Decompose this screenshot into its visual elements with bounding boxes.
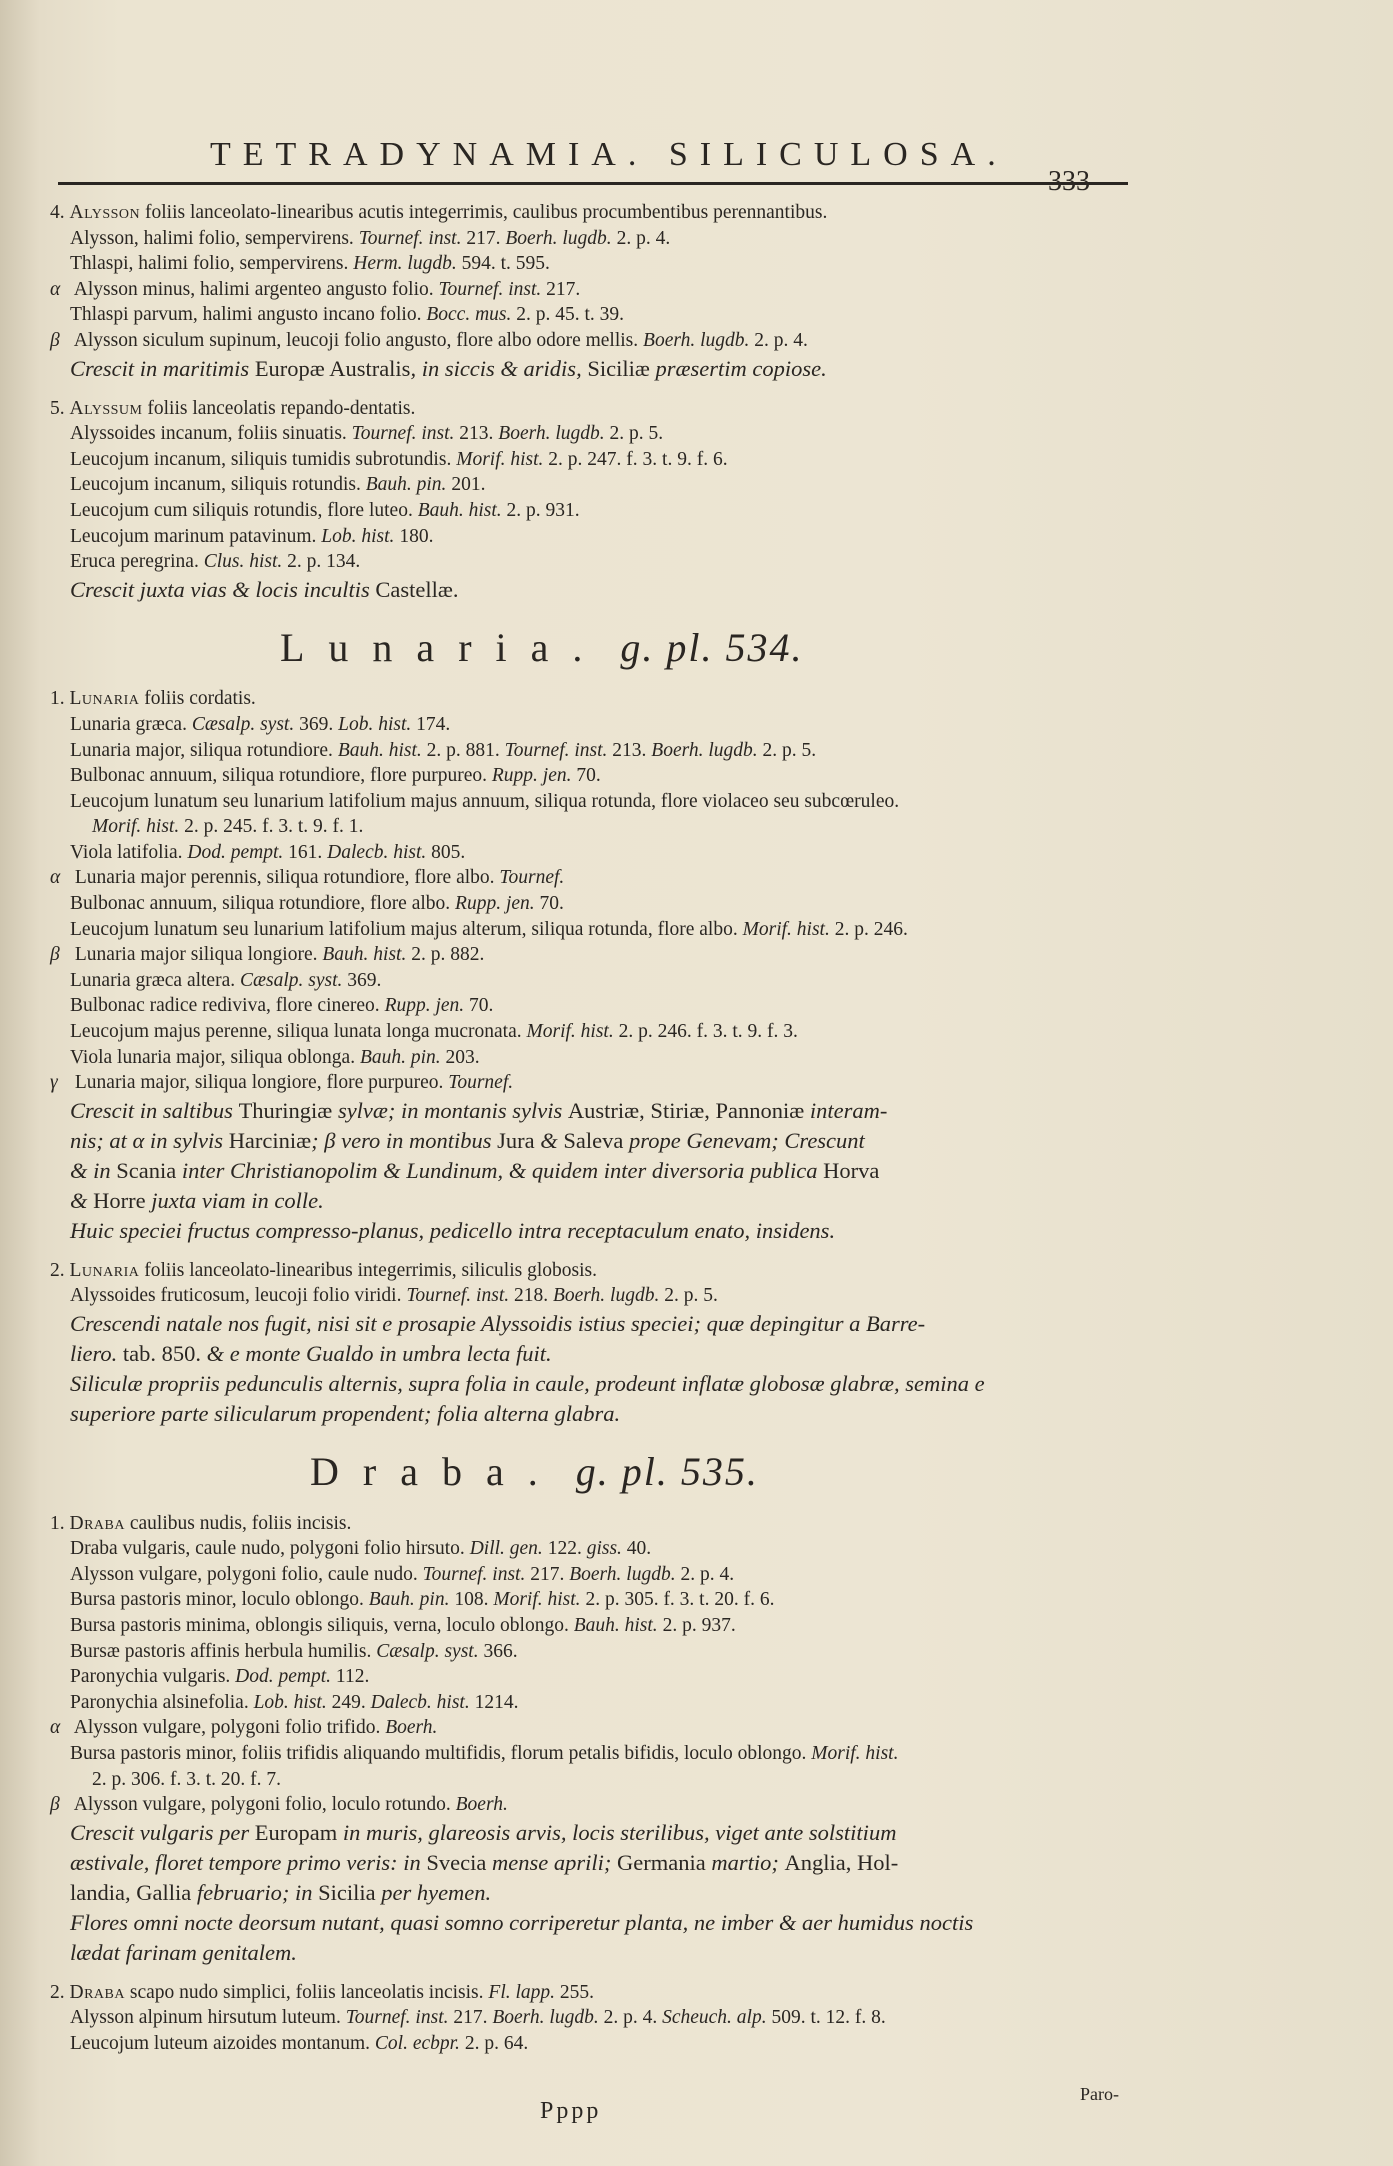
species-diagnosis: 2. Lunaria foliis lanceolato-linearibus integerrimis, siliculis globosis. [50,1259,597,1281]
species-diagnosis: 5. Alyssum foliis lanceolatis repando-dentatis. [50,397,416,419]
synonym: Alysson alpinum hirsutum luteum. Tournef. inst. 217. Boerh. lugdb. 2. p. 4. Scheuch. alp. 509. t. 12. f. 8. [70,2007,886,2029]
synonym: Lunaria major, siliqua rotundiore. Bauh. hist. 2. p. 881. Tournef. inst. 213. Boerh. lugdb. 2. p. 5. [70,739,817,761]
description-note: Siliculæ propriis pedunculis alternis, supra folia in caule, prodeunt inflatæ globosæ glabræ, semina e [70,1371,985,1396]
synonym: Bulbonac annuum, siliqua rotundiore, flore purpureo. Rupp. jen. 70. [70,765,601,787]
genus-heading-lunaria: Lunaria. g. pl. 534. [280,624,804,670]
description-note: superiore parte silicularum propendent; folia alterna glabra. [70,1401,621,1426]
synonym: Paronychia alsinefolia. Lob. hist. 249. Dalecb. hist. 1214. [70,1691,519,1713]
page-content [50,200,1140,2069]
genus-heading-draba: Draba. g. pl. 535. [310,1449,759,1494]
variety: α Alysson minus, halimi argenteo angusto folio. Tournef. inst. 217. [50,278,581,300]
synonym: Thlaspi, halimi folio, sempervirens. Herm. lugdb. 594. t. 595. [70,253,550,275]
habitat-note: & Horre juxta viam in colle. [70,1187,324,1213]
synonym: Bursa pastoris minima, oblongis siliquis, verna, loculo oblongo. Bauh. hist. 2. p. 937. [70,1614,736,1636]
synonym-continuation: Morif. hist. 2. p. 245. f. 3. t. 9. f. 1. [92,816,364,838]
species-entry-draba-2 [50,1980,1140,2057]
synonym: Lunaria græca. Cæsalp. syst. 369. Lob. hist. 174. [70,713,451,735]
species-entry-draba-1 [50,1511,1140,1968]
synonym: Leucojum incanum, siliquis tumidis subrotundis. Morif. hist. 2. p. 247. f. 3. t. 9. f. 6. [70,448,728,470]
synonym: Bursa pastoris minor, loculo oblongo. Bauh. pin. 108. Morif. hist. 2. p. 305. f. 3. t. 20. f. 6. [70,1589,775,1611]
synonym: Alyssoides incanum, foliis sinuatis. Tournef. inst. 213. Boerh. lugdb. 2. p. 5. [70,423,664,445]
description-note: lædat farinam genitalem. [70,1939,297,1965]
species-entry-alyssum-4 [50,200,1140,384]
species-entry-lunaria-2 [50,1258,1140,1429]
synonym: Thlaspi parvum, halimi angusto incano folio. Bocc. mus. 2. p. 45. t. 39. [70,304,625,326]
printer-signature: Pppp [540,2098,602,2124]
variety: α Lunaria major perennis, siliqua rotundiore, flore albo. Tournef. [50,867,565,889]
habitat-note: landia, Gallia februario; in Sicilia per hyemen. [70,1879,492,1905]
variety: γ Lunaria major, siliqua longiore, flore purpureo. Tournef. [50,1072,514,1094]
variety: β Alysson vulgare, polygoni folio, loculo rotundo. Boerh. [50,1794,508,1816]
habitat-note: Crescit juxta vias & locis incultis Castellæ. [70,576,459,602]
habitat-note: & in Scania inter Christianopolim & Lundinum, & quidem inter diversoria publica Horva [70,1157,880,1183]
synonym: Viola latifolia. Dod. pempt. 161. Dalecb. hist. 805. [70,841,466,863]
synonym: Leucojum incanum, siliquis rotundis. Bauh. pin. 201. [70,474,486,496]
description-note: Flores omni nocte deorsum nutant, quasi somno corriperetur planta, ne imber & aer humidus noctis [70,1909,974,1935]
running-title: TETRADYNAMIA. SILICULOSA. [210,136,1008,173]
synonym: Eruca peregrina. Clus. hist. 2. p. 134. [70,551,361,573]
variety: α Alysson vulgare, polygoni folio trifido. Boerh. [50,1717,438,1739]
habitat-note: æstivale, floret tempore primo veris: in Svecia mense aprili; Germania martio; Anglia, Hol- [70,1849,899,1875]
synonym-continuation: 2. p. 306. f. 3. t. 20. f. 7. [92,1768,282,1790]
page-number: 333 [1048,166,1090,197]
habitat-note: Crescit in maritimis Europæ Australis, in siccis & aridis, Siciliæ præsertim copiose. [70,355,827,381]
synonym: Draba vulgaris, caule nudo, polygoni folio hirsuto. Dill. gen. 122. giss. 40. [70,1538,652,1560]
synonym: Alysson, halimi folio, sempervirens. Tournef. inst. 217. Boerh. lugdb. 2. p. 4. [70,227,671,249]
synonym: Lunaria græca altera. Cæsalp. syst. 369. [70,969,382,991]
synonym: Bulbonac radice rediviva, flore cinereo. Rupp. jen. 70. [70,995,494,1017]
species-entry-alyssum-5 [50,396,1140,605]
habitat-note: Crescendi natale nos fugit, nisi sit e prosapie Alyssoidis istius speciei; quæ depingitur a Barre- [70,1311,926,1336]
habitat-note: liero. tab. 850. & e monte Gualdo in umbra lecta fuit. [70,1341,552,1366]
species-diagnosis: 1. Lunaria foliis cordatis. [50,688,256,710]
catchword: Paro- [1080,2084,1119,2104]
variety: β Lunaria major siliqua longiore. Bauh. hist. 2. p. 882. [50,944,485,966]
synonym: Bursæ pastoris affinis herbula humilis. Cæsalp. syst. 366. [70,1640,518,1662]
synonym: Leucojum lunatum seu lunarium latifolium majus alterum, siliqua rotunda, flore albo. Morif. hist. 2. p. 246. [70,918,908,940]
synonym: Bulbonac annuum, siliqua rotundiore, flore albo. Rupp. jen. 70. [70,893,564,915]
habitat-note: nis; at α in sylvis Harciniæ; β vero in montibus Jura & Saleva prope Genevam; Crescunt [70,1127,865,1153]
synonym: Alysson vulgare, polygoni folio, caule nudo. Tournef. inst. 217. Boerh. lugdb. 2. p. 4. [70,1563,735,1585]
synonym: Leucojum majus perenne, siliqua lunata longa mucronata. Morif. hist. 2. p. 246. f. 3. t. 9. f. 3. [70,1021,798,1043]
synonym: Leucojum marinum patavinum. Lob. hist. 180. [70,525,434,547]
variety: β Alysson siculum supinum, leucoji folio angusto, flore albo odore mellis. Boerh. lugdb. 2. p. 4. [50,329,808,351]
synonym: Leucojum lunatum seu lunarium latifolium majus annuum, siliqua rotunda, flore violaceo seu subcœruleo. [70,790,900,812]
synonym: Viola lunaria major, siliqua oblonga. Bauh. pin. 203. [70,1046,480,1068]
habitat-note: Crescit vulgaris per Europam in muris, glareosis arvis, locis sterilibus, viget ante solstitium [70,1819,897,1845]
synonym: Leucojum cum siliquis rotundis, flore luteo. Bauh. hist. 2. p. 931. [70,499,580,521]
species-diagnosis: 4. Alysson foliis lanceolato-linearibus acutis integerrimis, caulibus procumbentibus perennantibus. [50,202,828,223]
synonym: Bursa pastoris minor, foliis trifidis aliquando multifidis, florum petalis bifidis, loculo oblongo. Morif. hist. [70,1742,899,1764]
species-diagnosis: 2. Draba scapo nudo simplici, foliis lanceolatis incisis. Fl. lapp. 255. [50,1981,595,2003]
description-note: Huic speciei fructus compresso-planus, pedicello intra receptaculum enato, insidens. [70,1217,836,1243]
synonym: Leucojum luteum aizoides montanum. Col. ecbpr. 2. p. 64. [70,2032,529,2054]
species-diagnosis: 1. Draba caulibus nudis, foliis incisis. [50,1512,352,1534]
species-entry-lunaria-1 [50,686,1140,1246]
synonym: Alyssoides fruticosum, leucoji folio viridi. Tournef. inst. 218. Boerh. lugdb. 2. p. 5. [70,1285,718,1307]
synonym: Paronychia vulgaris. Dod. pempt. 112. [70,1666,370,1688]
habitat-note: Crescit in saltibus Thuringiæ sylvæ; in montanis sylvis Austriæ, Stiriæ, Pannoniæ interam- [70,1097,888,1123]
